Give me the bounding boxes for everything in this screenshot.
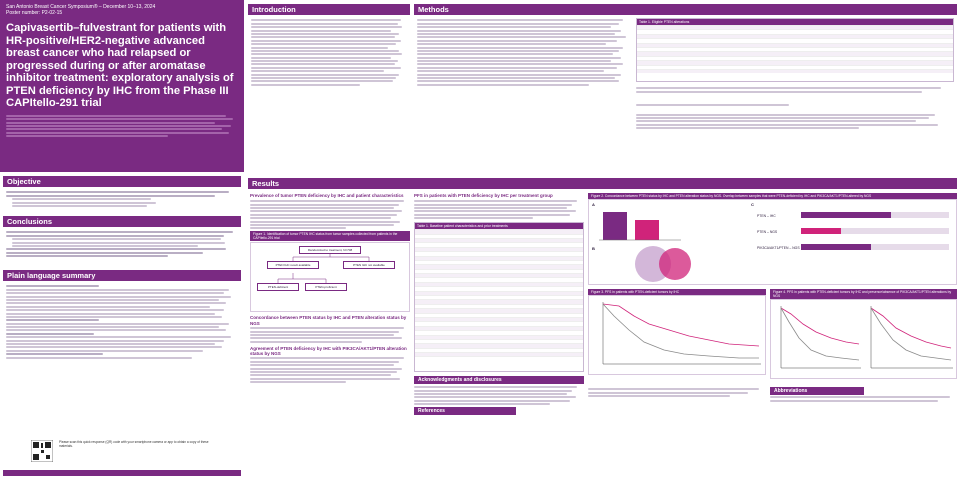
figure4 [770, 289, 957, 384]
qr-instructions: Please scan this quick response (QR) code with your smartphone camera or app to obtain a copy of these materials. [59, 440, 209, 449]
baseline-table [414, 222, 584, 372]
figure2 [588, 199, 957, 285]
concordance-heading: Concordance between PTEN status by IHC and PTEN alteration status by NGS [250, 315, 407, 326]
fig2-oncoprint [801, 210, 951, 280]
results-section [248, 178, 957, 189]
results-heading: Results [248, 178, 957, 189]
flow-connectors [251, 243, 411, 313]
poster-header [0, 0, 244, 172]
prevalence-heading: Prevalence of tumor PTEN deficiency by IHC and patient characteristics [250, 193, 404, 198]
flow-ihc-available: PTEN IHC result available [267, 261, 319, 269]
fig2-panel-a: A [592, 202, 595, 207]
results-col1 [250, 193, 410, 385]
fig2-venn-diagram [609, 244, 729, 284]
flow-pten-proficient: PTEN-proficient [305, 283, 347, 291]
fig2-bar-chart [595, 206, 685, 246]
plain-language-heading: Plain language summary [3, 270, 241, 281]
flow-pten-deficient: PTEN-deficient [257, 283, 299, 291]
methods-table [636, 18, 954, 82]
methods-notes [636, 86, 954, 131]
qr-code-icon[interactable] [31, 440, 53, 462]
figure1-flowchart [250, 242, 410, 312]
ack-heading: Acknowledgments and disclosures [414, 376, 584, 384]
author-block [0, 110, 244, 143]
poster-number: Poster number: P2-02-15 [6, 10, 63, 16]
methods-section [414, 4, 957, 24]
figure4-km-plots [770, 299, 957, 379]
objective-body [3, 187, 241, 211]
conclusions-section [3, 216, 241, 262]
methods-table-title: Table 1. Eligible PTEN alterations [637, 19, 953, 25]
flow-ihc-not-available: PTEN IHC not available [343, 261, 395, 269]
meeting-name: San Antonio Breast Cancer Symposium® – December 10–13, 2024 [6, 4, 156, 10]
plain-language-section [3, 270, 241, 363]
fig2-panel-b: B [592, 246, 595, 251]
meeting-info [0, 0, 244, 16]
fig2-label-ihc: PTEN – IHC [757, 214, 776, 218]
footer-band [3, 470, 241, 476]
fig2-label-pik3ca: PIK3CA/AKT1/PTEN – NGS [757, 246, 800, 250]
methods-heading: Methods [414, 4, 957, 15]
agreement-heading: Agreement of PTEN deficiency by IHC with PIK3CA/AKT1/PTEN alteration status by NGS [250, 345, 407, 356]
plain-language-body [3, 281, 241, 363]
figure1-title: Figure 1. Identification of tumor PTEN IHC status from tumor samples collected from patients in the CAPItello-291 trial [250, 231, 410, 241]
figure2-title: Figure 2. Concordance between PTEN status by IHC and PTEN alteration status by NGS. Overlap between samples that were PTEN-deficient by IHC and PIK3CA/AKT1/PTEN-altered by NGS [588, 193, 957, 199]
baseline-table-title: Table 1. Baseline patient characteristics and prior treatments [415, 223, 583, 229]
introduction-body [248, 15, 410, 90]
qr-footer [3, 436, 241, 476]
figure3-km-plot [588, 295, 766, 375]
introduction-heading: Introduction [248, 4, 410, 15]
poster-title: Capivasertib–fulvestrant for patients with HR-positive/HER2-negative advanced breast cancer who had relapsed or progressed during or after aromatase inhibitor treatment: exploratory analysis of PTEN deficiency by IHC from the Phase III CAPItello-291 trial [6, 22, 234, 109]
references-heading: References [414, 407, 516, 415]
objective-section [3, 176, 241, 211]
figure3-title: Figure 3. PFS in patients with PTEN-deficient tumors by IHC [588, 289, 766, 295]
figure4-title: Figure 4. PFS in patients with PTEN-deficient tumors by IHC and presence/absence of PIK3CA/AKT1/PTEN alterations by NGS [770, 289, 957, 299]
abbreviations-heading: Abbreviations [770, 387, 864, 395]
fig2-panel-c: C [751, 202, 754, 207]
results-col3 [588, 193, 957, 403]
pfs-heading: PFS in patients with PTEN deficiency by IHC per treatment group [414, 193, 553, 198]
results-col2 [414, 193, 584, 415]
introduction-section [248, 4, 410, 90]
conclusions-heading: Conclusions [3, 216, 241, 227]
conclusions-body [3, 227, 241, 262]
methods-body [417, 18, 632, 87]
fig2-label-ngs: PTEN – NGS [757, 230, 778, 234]
objective-heading: Objective [3, 176, 241, 187]
flow-randomized: Randomized to treatment, N=708 [299, 246, 361, 254]
figure3 [588, 289, 766, 384]
